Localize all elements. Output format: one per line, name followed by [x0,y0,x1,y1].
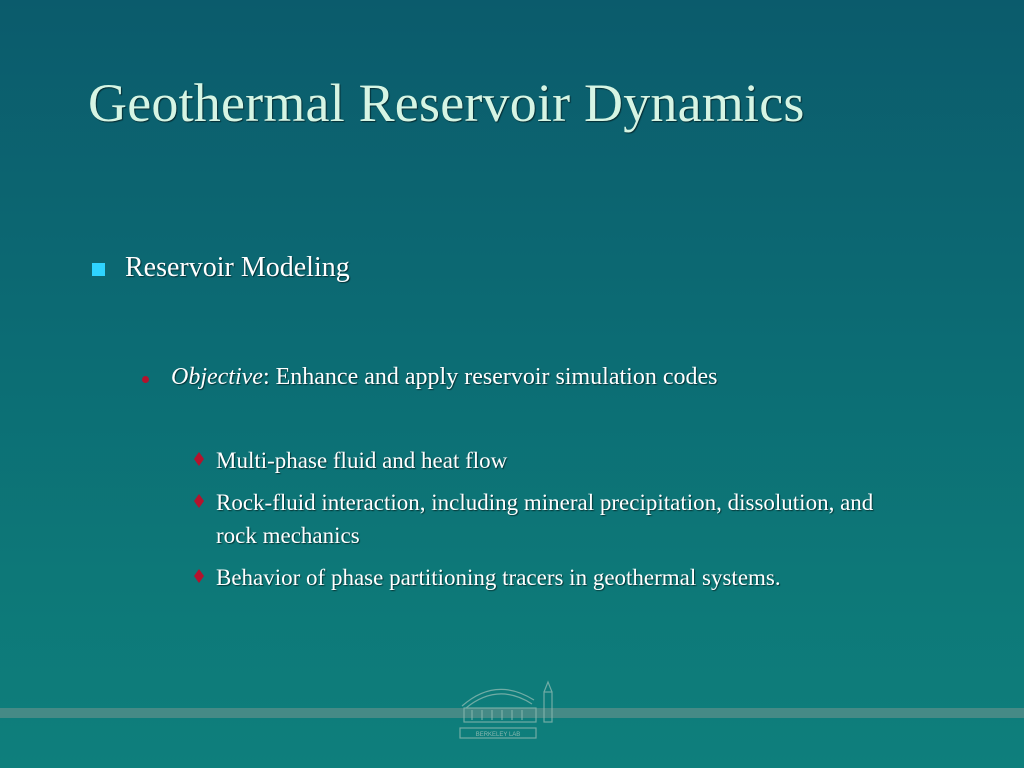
square-bullet-icon [92,263,105,276]
berkeley-lab-logo [456,670,566,742]
bullet-level-3-item [194,444,507,477]
dot-bullet-icon [142,376,149,383]
bullet-level-2 [142,364,717,391]
diamond-bullet-icon [194,569,204,583]
bullet-level-3-text: Multi-phase fluid and heat flow [216,448,508,473]
logo-text: BERKELEY LAB [475,732,521,738]
slide-title: Geothermal Reservoir Dynamics [88,73,805,133]
bullet-level-3-item [194,486,894,552]
objective-label: Objective [171,364,263,390]
diamond-bullet-icon [194,494,204,508]
objective-text: : Enhance and apply reservoir simulation codes [262,364,718,390]
bullet-level-3-text: Behavior of phase partitioning tracers in geothermal systems. [216,565,781,590]
bullet-level-3-item [194,561,781,594]
bullet-level-3-text: Rock-fluid interaction, including mineral precipitation, dissolution, and rock mechanics [216,490,874,548]
diamond-bullet-icon [194,452,204,466]
bullet-level-2-text [171,364,717,391]
bullet-level-1 [92,252,350,284]
bullet-level-1-text: Reservoir Modeling [125,252,350,283]
